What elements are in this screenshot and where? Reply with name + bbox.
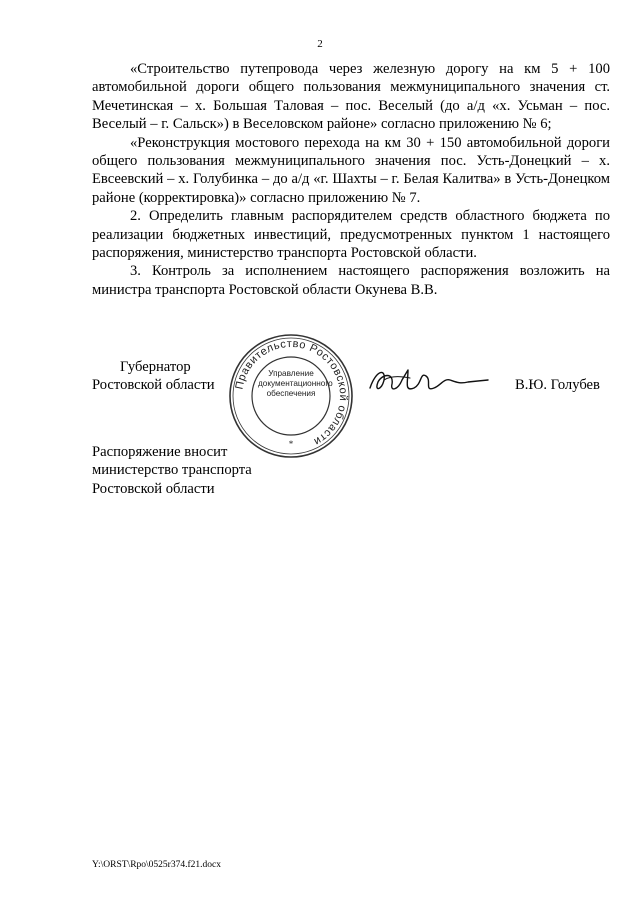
seal-center-line1: Управление xyxy=(268,369,314,378)
paragraph-object-7: «Реконструкция мостового перехода на км 30 + 150 автомобильной дороги общего пользования межмуниципального значения пос. Усть-Донецкий – х. Евсеевский – х. Голубинка – до а/д «г. Шахты – г. Белая Калитва» в Усть-Донецком районе (корректировка)» согласно приложению № 7. xyxy=(92,134,610,206)
seal-center-line2: документационного xyxy=(258,379,333,389)
footer-file-path: Y:\ORST\Rpo\0525r374.f21.docx xyxy=(92,860,221,870)
page-number: 2 xyxy=(317,38,323,50)
submitted-by-block xyxy=(92,443,252,498)
paragraph-item-3: 3. Контроль за исполнением настоящего распоряжения возложить на министра транспорта Ростовской области Окунева В.В. xyxy=(92,263,610,298)
submitted-by-line2: министерство транспорта xyxy=(92,462,252,479)
seal-center-line3: обеспечения xyxy=(266,389,316,399)
submitted-by-line1: Распоряжение вносит xyxy=(92,444,228,460)
signatory-title xyxy=(92,358,215,395)
signatory-title-line2: Ростовской области xyxy=(92,377,215,394)
signer-name: В.Ю. Голубев xyxy=(515,377,600,393)
seal-center-text xyxy=(258,369,333,400)
submitted-by-line3: Ростовской области xyxy=(92,480,215,497)
seal-star-icon: * xyxy=(288,439,294,449)
paragraph-object-6: «Строительство путепровода через железную дорогу на км 5 + 100 автомобильной дороги общего пользования межмуниципального значения ст. Мечетинская – х. Большая Таловая – пос. Веселый (до а/д «х. Усьман – пос. Веселый – г. Сальск») в Веселовском районе» согласно приложению № 6; xyxy=(92,61,610,133)
handwritten-signature xyxy=(364,362,494,400)
paragraph-item-2: 2. Определить главным распорядителем средств областного бюджета по реализации бюджетных инвестиций, предусмотренных пунктом 1 настоящего распоряжения, министерство транспорта Ростовской области. xyxy=(92,208,610,262)
document-body xyxy=(92,60,610,299)
signatory-title-line1: Губернатор xyxy=(120,359,191,375)
seal-ring-textpath: Правительство Ростовской области xyxy=(233,337,350,448)
